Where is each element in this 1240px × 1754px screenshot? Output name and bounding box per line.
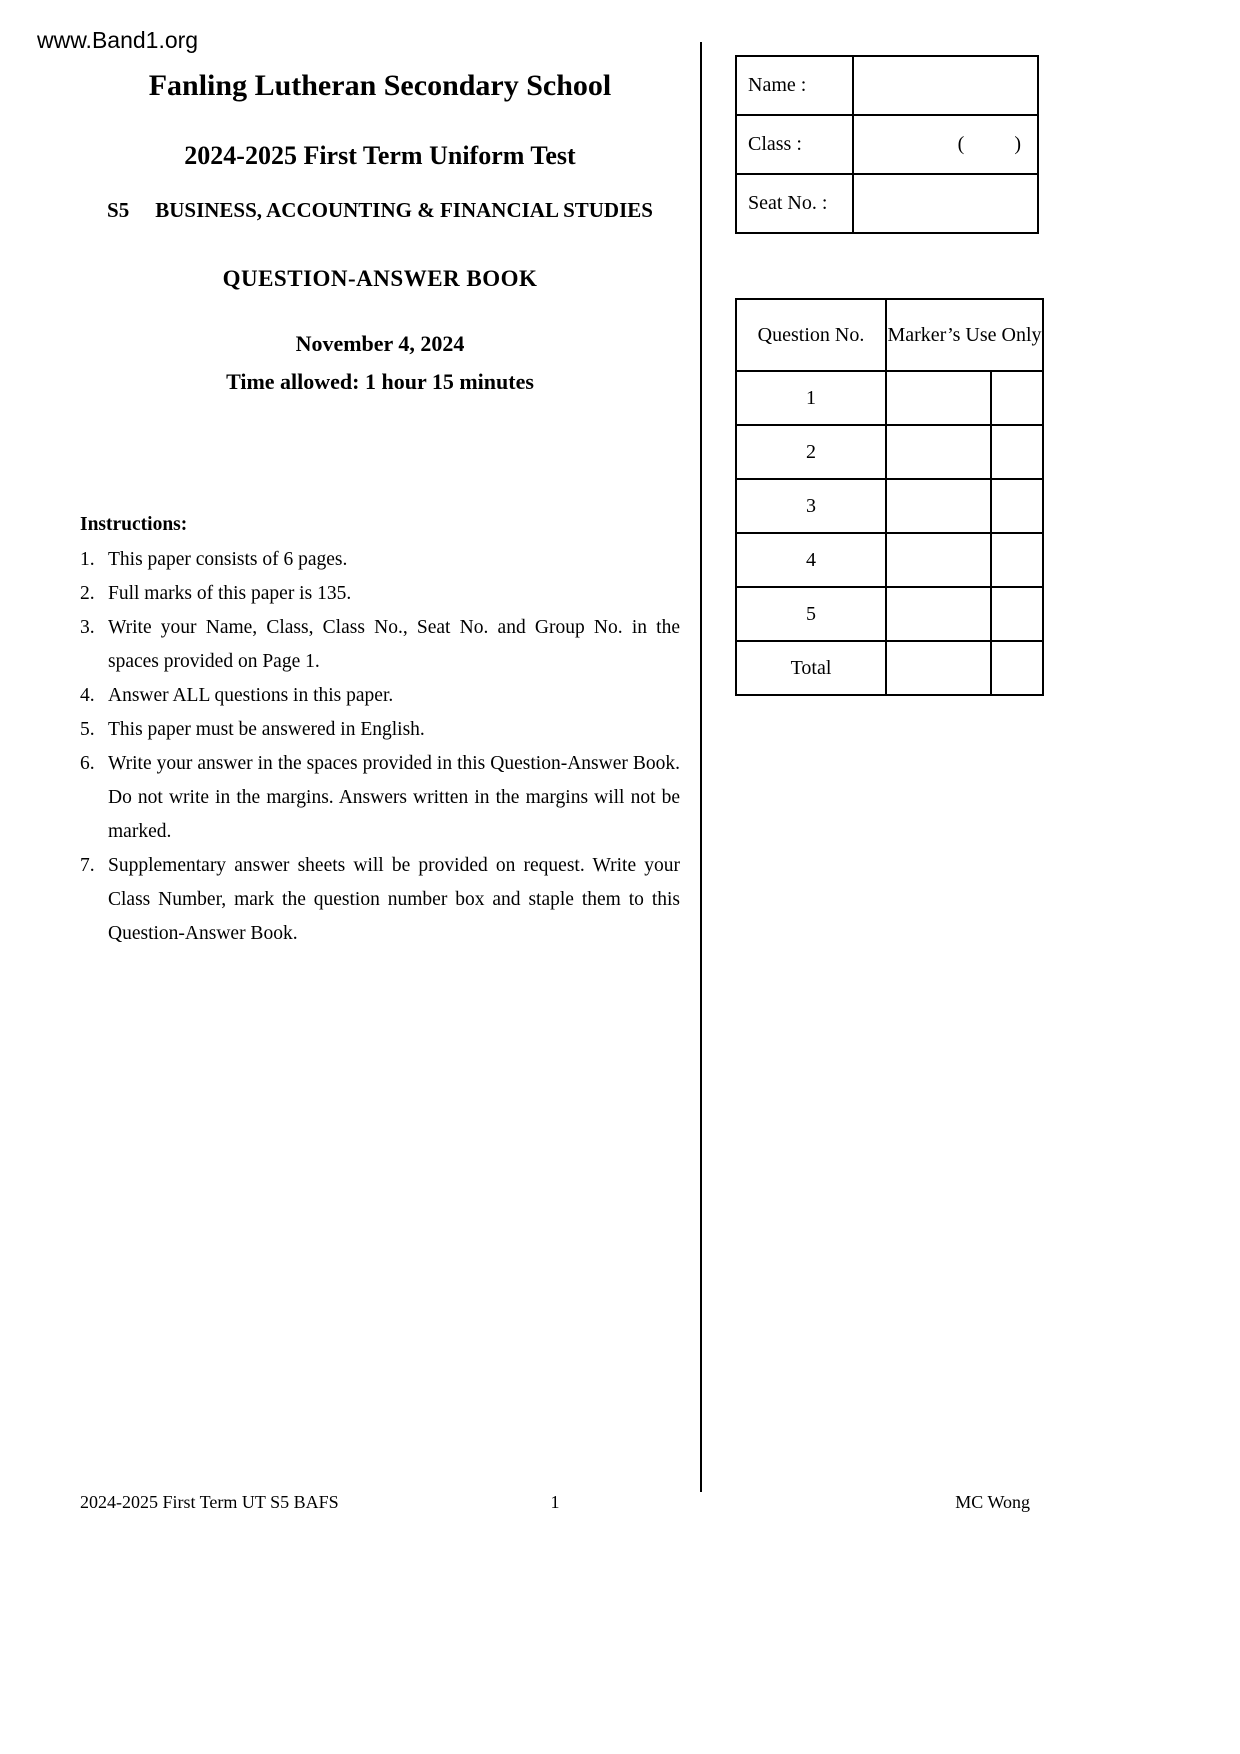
table-row (736, 115, 1038, 174)
table-row (736, 174, 1038, 233)
instructions-list (80, 543, 680, 951)
footer-author: MC Wong (955, 1492, 1030, 1512)
marker-cell (886, 587, 991, 641)
instruction-number: 5. (80, 718, 95, 740)
instruction-text: This paper must be answered in English. (108, 718, 425, 740)
name-label: Name : (736, 56, 853, 115)
table-row (736, 299, 1043, 371)
marker-cell (991, 587, 1043, 641)
marker-cell (991, 425, 1043, 479)
marker-cell (991, 479, 1043, 533)
table-row (736, 56, 1038, 115)
question-number: 2 (736, 425, 886, 479)
instruction-text: Supplementary answer sheets will be provided on request. Write your Class Number, mark the question number box and staple them to this Question-Answer Book. (108, 854, 680, 944)
instruction-text: Answer ALL questions in this paper. (108, 684, 394, 706)
instruction-item (80, 611, 680, 679)
question-number: 1 (736, 371, 886, 425)
instruction-number: 6. (80, 752, 95, 774)
class-label: Class : (736, 115, 853, 174)
question-no-header: Question No. (736, 299, 886, 371)
table-row (736, 641, 1043, 695)
class-value-cell: ( ) (853, 115, 1038, 174)
marker-cell (991, 533, 1043, 587)
marker-cell (886, 479, 991, 533)
page-number: 1 (550, 1492, 560, 1512)
total-label: Total (736, 641, 886, 695)
marker-cell (886, 641, 991, 695)
subject-name: BUSINESS, ACCOUNTING & FINANCIAL STUDIES (155, 198, 653, 223)
instruction-item (80, 849, 680, 951)
instruction-number: 3. (80, 616, 95, 638)
subject-level: S5 (107, 198, 130, 223)
time-allowed: Time allowed: 1 hour 15 minutes (226, 369, 534, 395)
instruction-item (80, 577, 680, 611)
test-title: 2024-2025 First Term Uniform Test (184, 141, 576, 170)
marker-use-table (735, 298, 1044, 696)
marker-cell (991, 371, 1043, 425)
exam-date: November 4, 2024 (295, 330, 465, 356)
instruction-item (80, 747, 680, 849)
subject-line (80, 198, 680, 223)
instruction-item (80, 679, 680, 713)
instruction-item (80, 713, 680, 747)
question-number: 5 (736, 587, 886, 641)
instruction-text: This paper consists of 6 pages. (108, 548, 348, 570)
table-row (736, 479, 1043, 533)
school-name: Fanling Lutheran Secondary School (148, 69, 612, 102)
seat-no-value-cell (853, 174, 1038, 233)
table-row (736, 425, 1043, 479)
instruction-number: 7. (80, 854, 95, 876)
marker-cell (886, 371, 991, 425)
table-row (736, 371, 1043, 425)
instruction-item (80, 543, 680, 577)
name-value-cell (853, 56, 1038, 115)
table-row (736, 587, 1043, 641)
marker-cell (886, 425, 991, 479)
vertical-divider (700, 42, 702, 1492)
marker-cell (991, 641, 1043, 695)
instruction-number: 1. (80, 548, 95, 570)
instructions-section (80, 508, 680, 951)
footer-doc-id: 2024-2025 First Term UT S5 BAFS (80, 1492, 339, 1512)
question-number: 3 (736, 479, 886, 533)
main-column (80, 68, 680, 951)
markers-use-header: Marker’s Use Only (886, 299, 1043, 371)
instruction-number: 4. (80, 684, 95, 706)
seat-no-label: Seat No. : (736, 174, 853, 233)
instructions-title: Instructions: (80, 513, 188, 535)
watermark: www.Band1.org (37, 27, 199, 53)
instruction-text: Write your Name, Class, Class No., Seat No. and Group No. in the spaces provided on Page 1. (108, 616, 680, 672)
table-row (736, 533, 1043, 587)
instruction-number: 2. (80, 582, 95, 604)
instruction-text: Full marks of this paper is 135. (108, 582, 352, 604)
marker-cell (886, 533, 991, 587)
instruction-text: Write your answer in the spaces provided in this Question-Answer Book. Do not write in the margins. Answers written in the margins will not be marked. (108, 752, 680, 842)
question-number: 4 (736, 533, 886, 587)
book-title: QUESTION-ANSWER BOOK (222, 266, 538, 292)
student-info-table (735, 55, 1039, 234)
